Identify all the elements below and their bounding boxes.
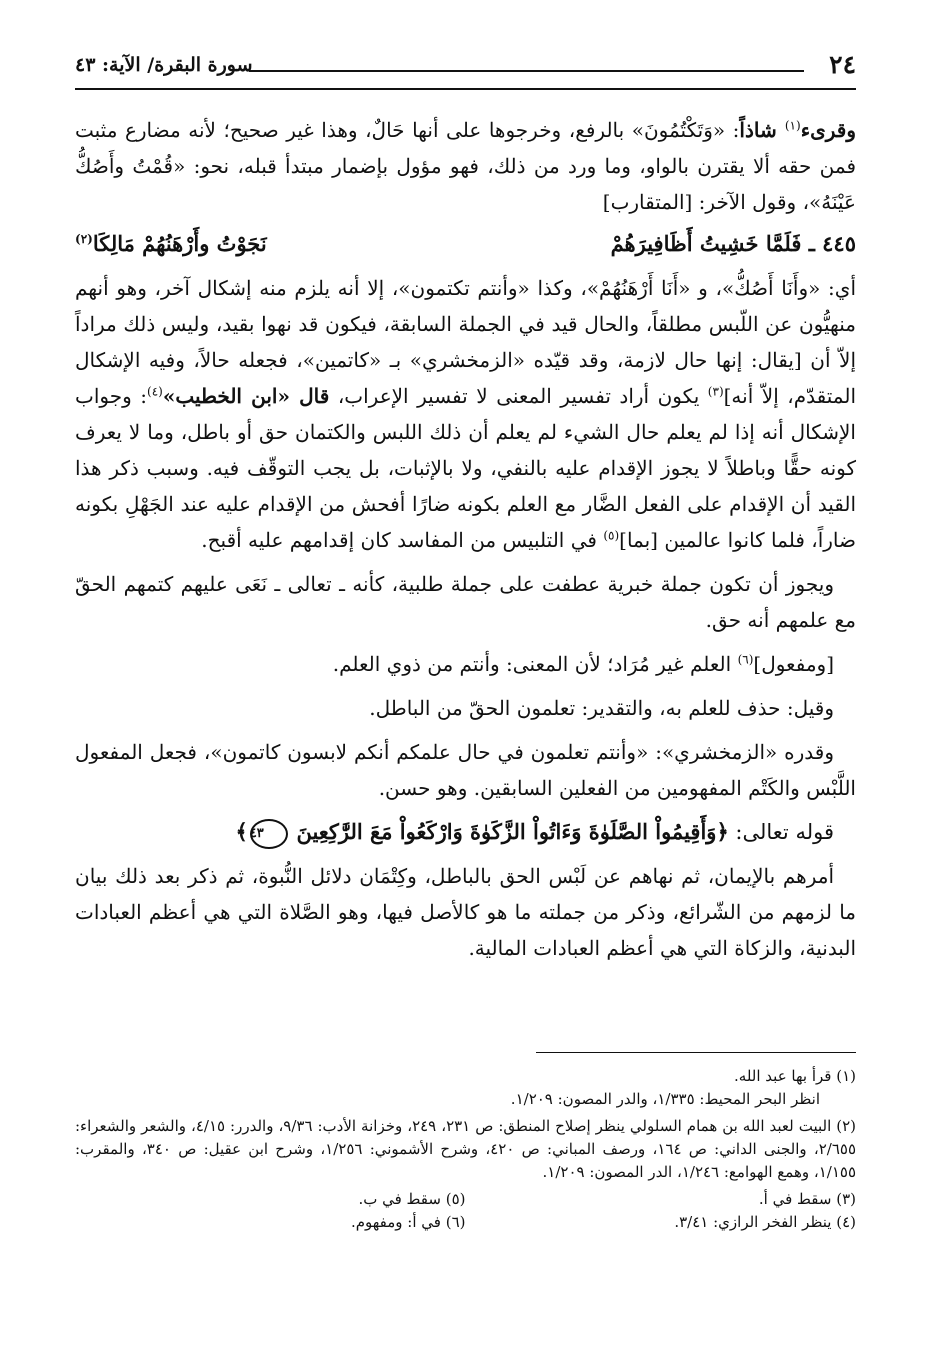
paragraph: وقدره «الزمخشري»: «وأنتم تعلمون في حال علمكم أنكم لابسون كاتمون»، فجعل المفعول اللَّبْس والكَتْم المفهومين من الفعلين السابقين. وهو حسن. — [75, 740, 856, 800]
page-number: ٢٤ — [829, 50, 856, 79]
text-run: أي: «وأَنَا أَصُكُّ»، و «أَنَا أَرْهَنُهُمْ»، وكذا «وأنتم تكتمون»، إلا أنه يلزم منه إشكال آخر، وهو أنهم منهيُّون عن اللّبس مطلقاً، والحال قيد في الجملة السابقة، فيكون قد نهوا بقيد، وليس ذلك مراداً إلاّ أن [يقال: إنها حال لازمة، وقد قيّده «الزمخشري» بـ «كاتمين»، فجعله حالاً، وفيه الإشكال المتقدّم، إلاّ أنه] — [75, 276, 857, 408]
paragraph: أمرهم بالإيمان، ثم نهاهم عن لَبْس الحق بالباطل، وكِتْمَان دلائل النُّبوة، ثم ذكر بعد ذلك بيان ما لزمهم من الشّرائع، وذكر من جملته ما هو كالأصل فيها، وهو الصَّلاة التي هي أعظم العبادات البدنية، والزكاة التي هي أعظم العبادات المالية. — [75, 864, 856, 960]
paragraph — [75, 646, 856, 682]
ornate-bracket-close: ﴾ — [235, 819, 248, 844]
verse-first-half — [611, 222, 856, 266]
paragraph: ويجوز أن تكون جملة خبرية عطفت على جملة طلبية، كأنه ـ تعالى ـ نَعَى عليهم كتمهم الحقّ مع علمهم أنه حق. — [75, 572, 856, 632]
footnote-3: (٣) سقط في أ. — [758, 1190, 856, 1208]
header-short-rule — [249, 70, 804, 72]
text-run: العلم غير مُرَاد؛ لأن المعنى: وأنتم من ذوي العلم. — [332, 652, 738, 676]
header-rule — [75, 88, 856, 90]
quoted-author: قال «ابن الخطيب» — [162, 384, 330, 408]
footnotes — [75, 1065, 856, 1234]
footnote-5: (٥) سقط في ب. — [358, 1190, 466, 1208]
poem-verse — [75, 222, 856, 266]
footnote-1-cont: انظر البحر المحيط: ١/٣٣٥، والدر المصون: ١/٢٠٩. — [510, 1090, 820, 1108]
footnote-ref: (٥) — [603, 528, 620, 543]
verse-second-half — [75, 222, 267, 266]
quran-lead: قوله تعالى: — [728, 820, 834, 844]
footnote-6: (٦) في أ: ومفهوم. — [350, 1213, 466, 1231]
paragraph-explanation — [75, 270, 856, 558]
footnote-ref: (٣) — [707, 384, 724, 399]
footnote-columns — [75, 1188, 856, 1234]
paragraph-reading — [75, 112, 856, 220]
main-text — [75, 112, 856, 966]
text-run: يكون أراد تفسير المعنى لا تفسير الإعراب، — [329, 384, 708, 408]
footnote-ref: (٦) — [737, 652, 754, 667]
footnote-ref: (٢) — [75, 232, 93, 246]
ornate-bracket-open: ﴿ — [716, 819, 729, 844]
footnote-1: (١) قرأ بها عبد الله. — [734, 1067, 856, 1085]
footnote-col-left — [75, 1188, 466, 1234]
reading-type: شاذاً — [739, 118, 785, 142]
footnote-2: (٢) البيت لعبد الله بن همام السلولي ينظر إصلاح المنطق: ص ٢٣١، ٢٤٩، وخزانة الأدب: ٩/٣٦، والدرر: ٤/١٥، والشعر والشعراء: ٢/٦٥٥، والجنى الداني: ص ١٦٤، ورصف المباني: ص ٤٢٠، وشرح الأشموني: ١/٢٥٦، وشرح ابن عقيل: ص ٣٤٠، والمقرب: ١/١٥٥، وهمع الهوامع: ١/٢٤٦، الدر المصون: ١/٢٠٩. — [75, 1117, 856, 1181]
footnote-ref: (٤) — [147, 384, 163, 399]
footnote-col-right — [466, 1188, 857, 1234]
footnote-rule — [536, 1052, 856, 1053]
reading-text: : «وَتَكْتُمُونَ» بالرفع، وخرجوها على أنها حَالٌ، وهذا غير صحيح؛ لأنه مضارع مثبت فمن حقه ألا يقترن بالواو، وما ورد من ذلك، فهو مؤول بإضمار مبتدأ قبله، نحو: «قُمْتُ وأَصُكُّ عَيْنَهُ»، وقول الآخر: [المتقارب] — [75, 118, 856, 214]
paragraph: وقيل: حذف للعلم به، والتقدير: تعلمون الحقّ من الباطل. — [369, 696, 834, 720]
quran-verse — [75, 810, 856, 854]
text-run: في التلبيس من المفاسد كان إقدامهم عليه أقبح. — [201, 528, 604, 552]
hemistich-2: نَجَوْتُ وأَرْهَنُهُمْ مَالِكَا — [92, 231, 267, 256]
running-title: سورة البقرة/ الآية: ٤٣ — [75, 54, 253, 76]
hemistich-1: فَلَمَّا خَشِيتُ أَظَافِيرَهُمْ — [610, 231, 802, 256]
footnote-4: (٤) ينظر الفخر الرازي: ٣/٤١. — [674, 1213, 856, 1231]
reading-label: وقرىء — [800, 118, 856, 142]
text-run: [ومفعول] — [753, 652, 834, 676]
verse-number: ٤٤٥ ـ — [808, 231, 856, 256]
text-run: : وجواب الإشكال أنه إذا لم يعلم حال الشيء لم يعلم أن ذلك اللبس والكتمان حق أو باطل، وما لا يعرف كونه حقًّا وباطلاً لا يجوز الإقدام عليه بالنفي، ولا بالإثبات، بل يجب التوقّف فيه. وسبب ذكر هذا القيد أن الإقدام على الفعل الضَّار مع العلم بكونه ضارًا أفحش من الإقدام عليه عند الجَهْلِ بكونه ضاراً، فلما كانوا عالمين [بما] — [75, 384, 856, 552]
quran-text: وَأَقِيمُواْ الصَّلَوٰةَ وَءَاتُواْ الزَّكَوٰةَ وَارْكَعُواْ مَعَ الرَّٰكِعِينَ — [296, 819, 717, 844]
ayah-number-icon: ٤٣ — [250, 819, 288, 849]
page-header — [75, 50, 856, 90]
footnote-ref: (١) — [784, 118, 801, 133]
